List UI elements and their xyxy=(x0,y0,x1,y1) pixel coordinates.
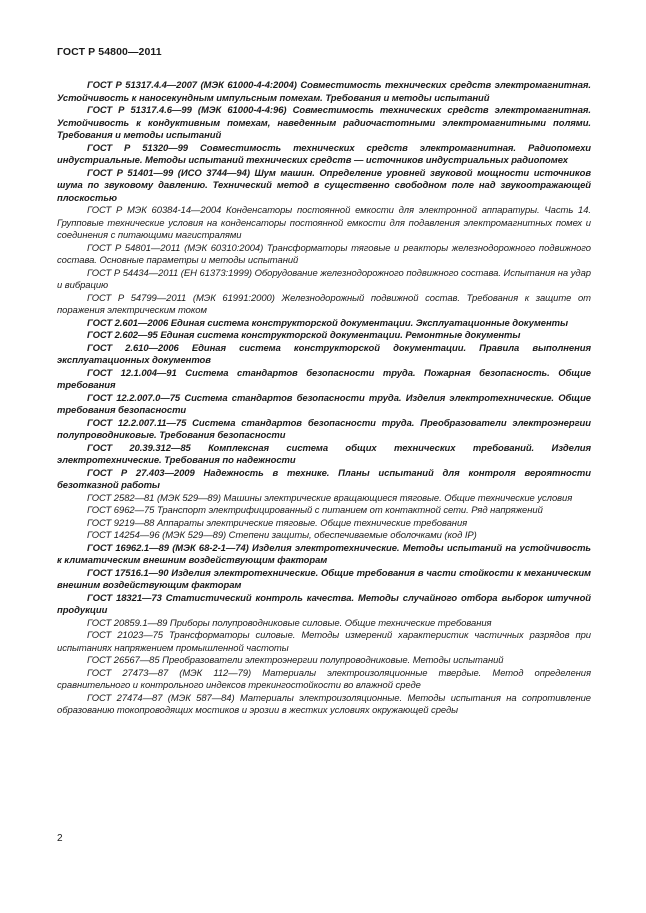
reference-entry: ГОСТ 26567—85 Преобразователи электроэнергии полупроводниковые. Методы испытаний xyxy=(87,655,504,666)
reference-entry: ГОСТ 2.602—95 Единая система конструкторской документации. Ремонтные документы xyxy=(87,330,521,341)
reference-entry: ГОСТ Р 54799—2011 (МЭК 61991:2000) Железнодорожный подвижной состав. Требования к защите от поражения электрическим током xyxy=(57,292,591,316)
reference-entry: ГОСТ Р 51320—99 Совместимость технических средств электромагнитная. Радиопомехи индустриальные. Методы испытаний технических средств — источников индустриальных радиопомех xyxy=(57,142,591,166)
reference-entry: ГОСТ 12.2.007.0—75 Система стандартов безопасности труда. Изделия электротехнические. Общие требования безопасности xyxy=(57,392,591,416)
reference-entry: ГОСТ 18321—73 Статистический контроль качества. Методы случайного отбора выборок штучной продукции xyxy=(57,592,591,616)
reference-entry: ГОСТ Р 51401—99 (ИСО 3744—94) Шум машин. Определение уровней звуковой мощности источников шума по звуковому давлению. Технический метод в существенно свободном поле над звукоотражающей плоскостью xyxy=(57,167,591,204)
document-header: ГОСТ Р 54800—2011 xyxy=(57,46,162,58)
reference-entry: ГОСТ 12.2.007.11—75 Система стандартов безопасности труда. Преобразователи электроэнергии полупроводниковые. Требования безопасности xyxy=(57,417,591,441)
reference-entry: ГОСТ 6962—75 Транспорт электрифицированный с питанием от контактной сети. Ряд напряжений xyxy=(87,505,543,516)
reference-entry: ГОСТ Р 54434—2011 (ЕН 61373:1999) Оборудование железнодорожного подвижного состава. Испытания на удар и вибрацию xyxy=(57,267,591,291)
reference-entry: ГОСТ Р 51317.4.6—99 (МЭК 61000-4-4:96) Совместимость технических средств электромагнитная. Устойчивость к кондуктивным помехам, наведенным радиочастотными электромагнитными полями. Требования и методы испытаний xyxy=(57,105,591,141)
reference-entry: ГОСТ 12.1.004—91 Система стандартов безопасности труда. Пожарная безопасность. Общие требования xyxy=(57,367,591,391)
reference-entry: ГОСТ 27474—87 (МЭК 587—84) Материалы электроизоляционные. Методы испытания на сопротивление образованию токопроводящих мостиков и эрозии в жестких условиях окружающей среды xyxy=(57,692,591,716)
reference-entry: ГОСТ 2.601—2006 Единая система конструкторской документации. Эксплуатационные документы xyxy=(87,317,568,329)
reference-entry: ГОСТ Р 54801—2011 (МЭК 60310:2004) Трансформаторы тяговые и реакторы железнодорожного подвижного состава. Основные параметры и методы испытаний xyxy=(57,242,591,266)
reference-entry: ГОСТ 20.39.312—85 Комплексная система общих технических требований. Изделия электротехнические. Требования по надежности xyxy=(57,442,591,466)
reference-entry: ГОСТ Р 51317.4.4—2007 (МЭК 61000-4-4:2004) Совместимость технических средств электромагнитная. Устойчивость к наносекундным импульсным помехам. Требования и методы испытаний xyxy=(57,80,591,104)
page-number: 2 xyxy=(57,833,63,844)
reference-entry: ГОСТ Р МЭК 60384-14—2004 Конденсаторы постоянной емкости для электронной аппаратуры. Часть 14. Групповые технические условия на конденсаторы постоянной емкости для подавления электромагнитных помех и соединения с питающими магистралями xyxy=(57,205,591,241)
reference-entry: ГОСТ 16962.1—89 (МЭК 68-2-1—74) Изделия электротехнические. Методы испытаний на устойчивость к климатическим внешним воздействующим факторам xyxy=(57,542,591,566)
reference-entry: ГОСТ 14254—96 (МЭК 529—89) Степени защиты, обеспечиваемые оболочками (код IP) xyxy=(87,530,477,541)
reference-entry: ГОСТ 17516.1—90 Изделия электротехнические. Общие требования в части стойкости к механическим внешним воздействующим факторам xyxy=(57,567,591,591)
reference-entry: ГОСТ 27473—87 (МЭК 112—79) Материалы электроизоляционные твердые. Метод определения сравнительного и контрольного индексов трекингостойкости во влажной среде xyxy=(57,667,591,691)
reference-entry: ГОСТ 2582—81 (МЭК 529—89) Машины электрические вращающиеся тяговые. Общие технические условия xyxy=(87,492,573,504)
reference-entry: ГОСТ 2.610—2006 Единая система конструкторской документации. Правила выполнения эксплуатационных документов xyxy=(57,342,591,366)
reference-entry: ГОСТ Р 27.403—2009 Надежность в технике. Планы испытаний для контроля вероятности безотказной работы xyxy=(57,467,591,491)
reference-entry: ГОСТ 21023—75 Трансформаторы силовые. Методы измерений характеристик частичных разрядов при испытаниях напряжением промышленной частоты xyxy=(57,630,591,654)
references-list xyxy=(57,80,591,718)
reference-entry: ГОСТ 9219—88 Аппараты электрические тяговые. Общие технические требования xyxy=(87,517,468,529)
reference-entry: ГОСТ 20859.1—89 Приборы полупроводниковые силовые. Общие технические требования xyxy=(87,617,492,629)
